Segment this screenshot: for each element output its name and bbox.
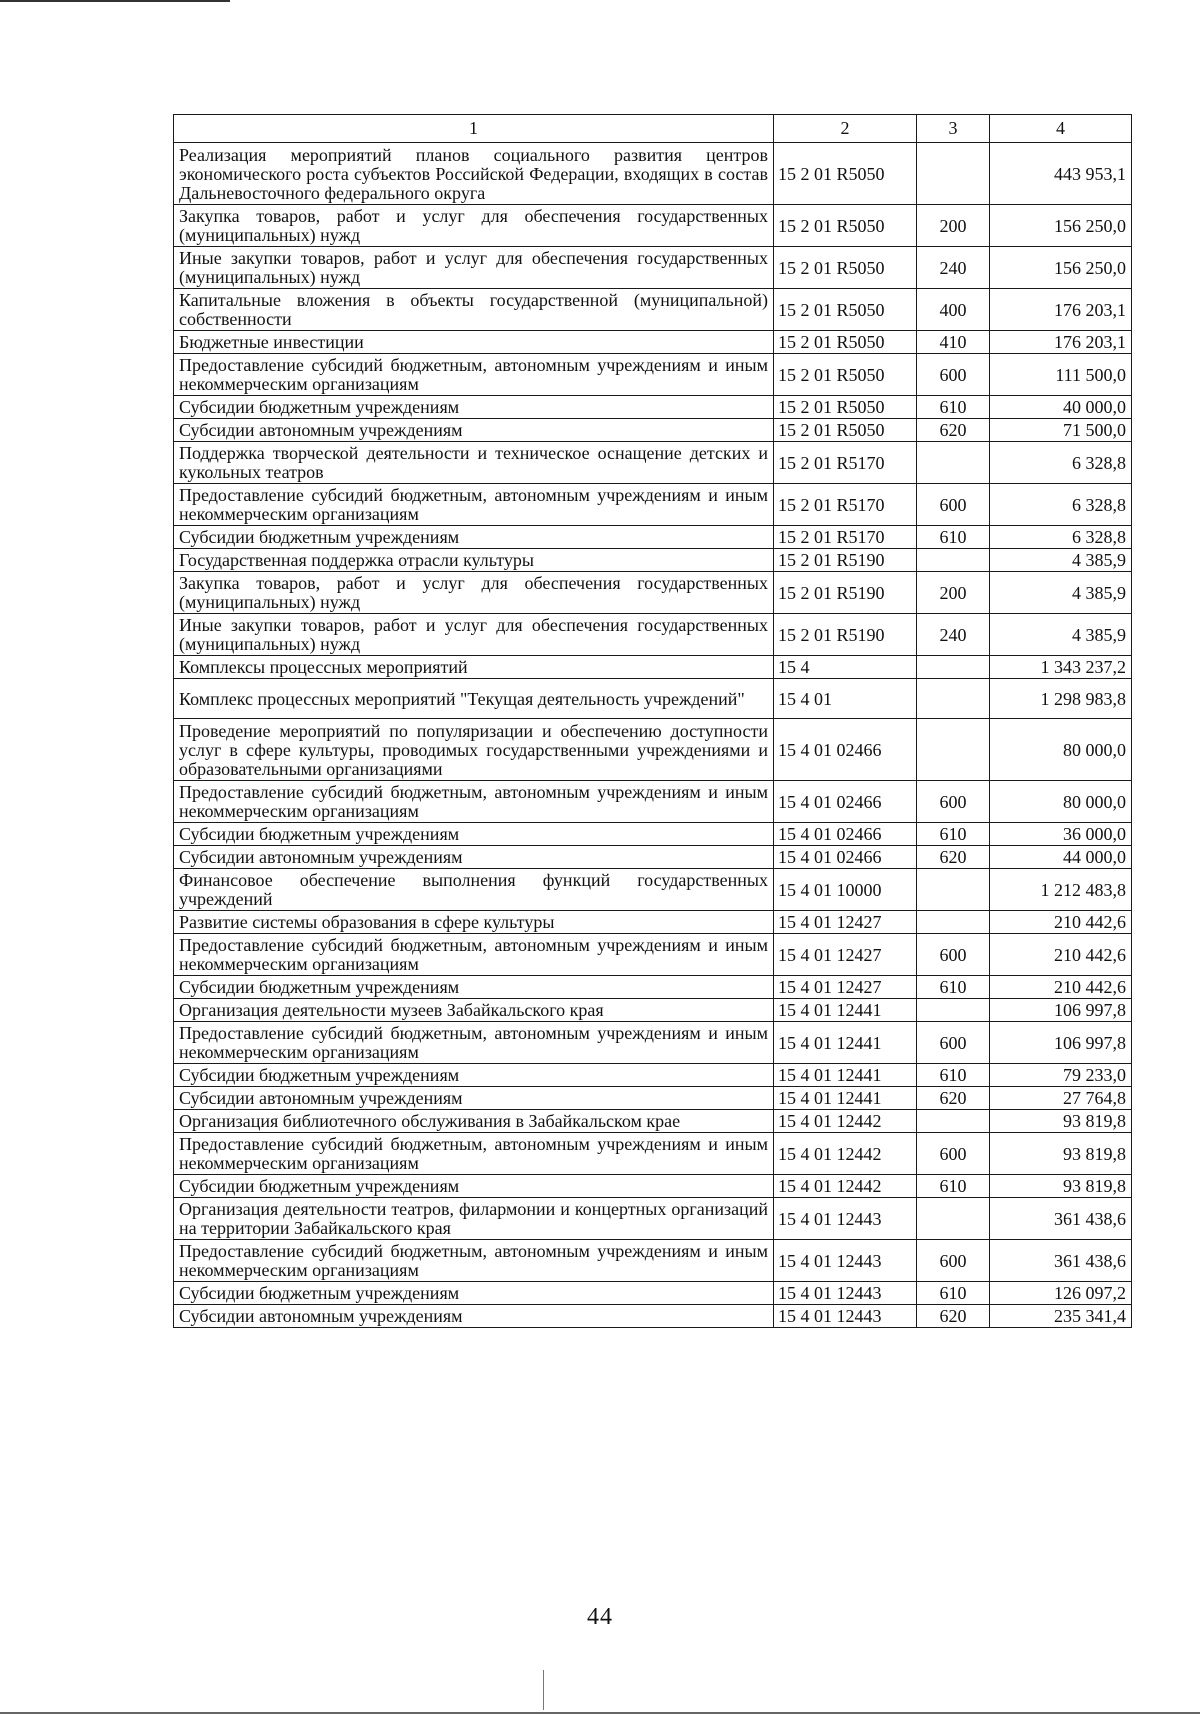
scan-mark-bottom xyxy=(0,1712,1200,1714)
table-row xyxy=(174,484,1132,526)
row-name-cell: Комплекс процессных мероприятий "Текущая деятельность учреждений" xyxy=(174,679,774,719)
row-expense-type-cell xyxy=(917,549,990,572)
row-code-cell: 15 4 01 12427 xyxy=(774,934,917,976)
row-code-cell: 15 2 01 R5050 xyxy=(774,205,917,247)
row-name-cell: Организация библиотечного обслуживания в Забайкальском крае xyxy=(174,1110,774,1133)
row-code-cell: 15 2 01 R5050 xyxy=(774,331,917,354)
row-amount-cell: 80 000,0 xyxy=(990,781,1132,823)
table-row xyxy=(174,247,1132,289)
row-amount-cell: 44 000,0 xyxy=(990,846,1132,869)
table-row xyxy=(174,1175,1132,1198)
table-row xyxy=(174,143,1132,205)
row-code-cell: 15 2 01 R5050 xyxy=(774,354,917,396)
row-expense-type-cell xyxy=(917,143,990,205)
row-code-cell: 15 2 01 R5190 xyxy=(774,614,917,656)
table-row xyxy=(174,526,1132,549)
row-name-cell: Реализация мероприятий планов социального развития центров экономического роста субъектов Российской Федерации, входящих в состав Дальневосточного федерального округа xyxy=(174,143,774,205)
row-code-cell: 15 4 01 12441 xyxy=(774,1022,917,1064)
header-row xyxy=(174,115,1132,143)
row-code-cell: 15 4 xyxy=(774,656,917,679)
row-name-cell: Субсидии автономным учреждениям xyxy=(174,1087,774,1110)
row-name-cell: Предоставление субсидий бюджетным, автономным учреждениям и иным некоммерческим организациям xyxy=(174,1022,774,1064)
table-row xyxy=(174,911,1132,934)
table-row xyxy=(174,614,1132,656)
row-expense-type-cell: 200 xyxy=(917,205,990,247)
row-expense-type-cell: 610 xyxy=(917,976,990,999)
row-amount-cell: 4 385,9 xyxy=(990,572,1132,614)
row-amount-cell: 1 212 483,8 xyxy=(990,869,1132,911)
row-expense-type-cell: 240 xyxy=(917,247,990,289)
row-name-cell: Субсидии автономным учреждениям xyxy=(174,419,774,442)
table-row xyxy=(174,1087,1132,1110)
row-amount-cell: 93 819,8 xyxy=(990,1133,1132,1175)
table-row xyxy=(174,396,1132,419)
row-name-cell: Субсидии бюджетным учреждениям xyxy=(174,396,774,419)
row-code-cell: 15 4 01 02466 xyxy=(774,846,917,869)
row-amount-cell: 235 341,4 xyxy=(990,1305,1132,1328)
row-amount-cell: 361 438,6 xyxy=(990,1198,1132,1240)
row-name-cell: Предоставление субсидий бюджетным, автономным учреждениям и иным некоммерческим организациям xyxy=(174,934,774,976)
table-row xyxy=(174,331,1132,354)
budget-table xyxy=(173,114,1132,1328)
row-expense-type-cell xyxy=(917,869,990,911)
row-amount-cell: 36 000,0 xyxy=(990,823,1132,846)
row-expense-type-cell: 240 xyxy=(917,614,990,656)
table-row xyxy=(174,679,1132,719)
row-expense-type-cell: 620 xyxy=(917,419,990,442)
row-expense-type-cell: 620 xyxy=(917,1087,990,1110)
row-expense-type-cell: 600 xyxy=(917,934,990,976)
row-name-cell: Субсидии бюджетным учреждениям xyxy=(174,526,774,549)
row-amount-cell: 210 442,6 xyxy=(990,934,1132,976)
row-name-cell: Субсидии бюджетным учреждениям xyxy=(174,1175,774,1198)
table-row xyxy=(174,1198,1132,1240)
row-name-cell: Государственная поддержка отрасли культуры xyxy=(174,549,774,572)
row-expense-type-cell: 610 xyxy=(917,396,990,419)
row-code-cell: 15 4 01 02466 xyxy=(774,719,917,781)
row-name-cell: Предоставление субсидий бюджетным, автономным учреждениям и иным некоммерческим организациям xyxy=(174,354,774,396)
row-code-cell: 15 4 01 12442 xyxy=(774,1110,917,1133)
row-amount-cell: 106 997,8 xyxy=(990,1022,1132,1064)
row-code-cell: 15 4 01 12442 xyxy=(774,1133,917,1175)
row-code-cell: 15 2 01 R5170 xyxy=(774,526,917,549)
row-expense-type-cell: 620 xyxy=(917,1305,990,1328)
row-amount-cell: 443 953,1 xyxy=(990,143,1132,205)
table-row xyxy=(174,289,1132,331)
table-row xyxy=(174,781,1132,823)
row-amount-cell: 210 442,6 xyxy=(990,976,1132,999)
table-body xyxy=(174,143,1132,1328)
column-header-name: 1 xyxy=(174,115,774,143)
row-name-cell: Предоставление субсидий бюджетным, автономным учреждениям и иным некоммерческим организациям xyxy=(174,781,774,823)
row-name-cell: Развитие системы образования в сфере культуры xyxy=(174,911,774,934)
table-row xyxy=(174,976,1132,999)
row-code-cell: 15 4 01 12441 xyxy=(774,1064,917,1087)
row-expense-type-cell xyxy=(917,679,990,719)
table-row xyxy=(174,1240,1132,1282)
row-expense-type-cell: 410 xyxy=(917,331,990,354)
row-name-cell: Субсидии бюджетным учреждениям xyxy=(174,1064,774,1087)
row-amount-cell: 6 328,8 xyxy=(990,442,1132,484)
row-name-cell: Предоставление субсидий бюджетным, автономным учреждениям и иным некоммерческим организациям xyxy=(174,1240,774,1282)
row-code-cell: 15 2 01 R5050 xyxy=(774,289,917,331)
row-amount-cell: 111 500,0 xyxy=(990,354,1132,396)
row-code-cell: 15 4 01 12443 xyxy=(774,1240,917,1282)
row-expense-type-cell xyxy=(917,442,990,484)
row-name-cell: Субсидии бюджетным учреждениям xyxy=(174,823,774,846)
row-code-cell: 15 4 01 12443 xyxy=(774,1198,917,1240)
row-expense-type-cell: 600 xyxy=(917,781,990,823)
row-amount-cell: 106 997,8 xyxy=(990,999,1132,1022)
row-code-cell: 15 2 01 R5190 xyxy=(774,549,917,572)
column-header-expense-type: 3 xyxy=(917,115,990,143)
row-name-cell: Комплексы процессных мероприятий xyxy=(174,656,774,679)
row-name-cell: Закупка товаров, работ и услуг для обеспечения государственных (муниципальных) нужд xyxy=(174,205,774,247)
row-code-cell: 15 4 01 12443 xyxy=(774,1305,917,1328)
row-amount-cell: 1 343 237,2 xyxy=(990,656,1132,679)
row-name-cell: Предоставление субсидий бюджетным, автономным учреждениям и иным некоммерческим организациям xyxy=(174,484,774,526)
table-row xyxy=(174,354,1132,396)
row-code-cell: 15 2 01 R5050 xyxy=(774,419,917,442)
row-expense-type-cell: 610 xyxy=(917,1175,990,1198)
row-expense-type-cell: 200 xyxy=(917,572,990,614)
scan-mark-top xyxy=(0,0,230,2)
row-amount-cell: 176 203,1 xyxy=(990,331,1132,354)
row-code-cell: 15 4 01 12442 xyxy=(774,1175,917,1198)
row-expense-type-cell: 600 xyxy=(917,354,990,396)
row-name-cell: Субсидии автономным учреждениям xyxy=(174,1305,774,1328)
row-code-cell: 15 2 01 R5050 xyxy=(774,143,917,205)
row-expense-type-cell: 600 xyxy=(917,1240,990,1282)
row-amount-cell: 4 385,9 xyxy=(990,614,1132,656)
row-name-cell: Иные закупки товаров, работ и услуг для обеспечения государственных (муниципальных) нужд xyxy=(174,247,774,289)
row-expense-type-cell: 600 xyxy=(917,1022,990,1064)
row-expense-type-cell: 600 xyxy=(917,484,990,526)
row-code-cell: 15 4 01 12441 xyxy=(774,999,917,1022)
table-row xyxy=(174,1064,1132,1087)
row-expense-type-cell: 610 xyxy=(917,823,990,846)
row-code-cell: 15 4 01 12443 xyxy=(774,1282,917,1305)
table-row xyxy=(174,869,1132,911)
row-name-cell: Организация деятельности театров, филармонии и концертных организаций на территории Забайкальского края xyxy=(174,1198,774,1240)
row-amount-cell: 156 250,0 xyxy=(990,247,1132,289)
row-amount-cell: 210 442,6 xyxy=(990,911,1132,934)
table-row xyxy=(174,823,1132,846)
row-amount-cell: 126 097,2 xyxy=(990,1282,1132,1305)
row-amount-cell: 40 000,0 xyxy=(990,396,1132,419)
row-code-cell: 15 4 01 02466 xyxy=(774,823,917,846)
row-expense-type-cell: 620 xyxy=(917,846,990,869)
row-code-cell: 15 4 01 10000 xyxy=(774,869,917,911)
row-code-cell: 15 4 01 12427 xyxy=(774,976,917,999)
row-amount-cell: 176 203,1 xyxy=(990,289,1132,331)
row-code-cell: 15 2 01 R5190 xyxy=(774,572,917,614)
row-name-cell: Поддержка творческой деятельности и техническое оснащение детских и кукольных театров xyxy=(174,442,774,484)
row-amount-cell: 71 500,0 xyxy=(990,419,1132,442)
table-row xyxy=(174,1305,1132,1328)
row-code-cell: 15 4 01 12441 xyxy=(774,1087,917,1110)
row-amount-cell: 93 819,8 xyxy=(990,1175,1132,1198)
row-name-cell: Субсидии бюджетным учреждениям xyxy=(174,976,774,999)
table-row xyxy=(174,999,1132,1022)
table-row xyxy=(174,656,1132,679)
row-amount-cell: 1 298 983,8 xyxy=(990,679,1132,719)
row-code-cell: 15 2 01 R5050 xyxy=(774,247,917,289)
table-row xyxy=(174,1282,1132,1305)
row-expense-type-cell xyxy=(917,1110,990,1133)
table-row xyxy=(174,846,1132,869)
row-code-cell: 15 2 01 R5050 xyxy=(774,396,917,419)
row-name-cell: Иные закупки товаров, работ и услуг для обеспечения государственных (муниципальных) нужд xyxy=(174,614,774,656)
page-number: 44 xyxy=(587,1604,613,1630)
row-expense-type-cell xyxy=(917,1198,990,1240)
row-name-cell: Капитальные вложения в объекты государственной (муниципальной) собственности xyxy=(174,289,774,331)
row-code-cell: 15 4 01 12427 xyxy=(774,911,917,934)
row-name-cell: Предоставление субсидий бюджетным, автономным учреждениям и иным некоммерческим организациям xyxy=(174,1133,774,1175)
row-amount-cell: 27 764,8 xyxy=(990,1087,1132,1110)
row-expense-type-cell: 400 xyxy=(917,289,990,331)
row-amount-cell: 361 438,6 xyxy=(990,1240,1132,1282)
column-header-code: 2 xyxy=(774,115,917,143)
row-code-cell: 15 4 01 02466 xyxy=(774,781,917,823)
table-row xyxy=(174,719,1132,781)
row-code-cell: 15 2 01 R5170 xyxy=(774,442,917,484)
row-code-cell: 15 2 01 R5170 xyxy=(774,484,917,526)
table-row xyxy=(174,442,1132,484)
row-expense-type-cell xyxy=(917,911,990,934)
table-row xyxy=(174,1022,1132,1064)
row-amount-cell: 6 328,8 xyxy=(990,526,1132,549)
table-row xyxy=(174,934,1132,976)
table-row xyxy=(174,572,1132,614)
row-name-cell: Финансовое обеспечение выполнения функций государственных учреждений xyxy=(174,869,774,911)
table-row xyxy=(174,205,1132,247)
row-expense-type-cell: 600 xyxy=(917,1133,990,1175)
row-expense-type-cell: 610 xyxy=(917,1064,990,1087)
row-amount-cell: 4 385,9 xyxy=(990,549,1132,572)
row-name-cell: Субсидии бюджетным учреждениям xyxy=(174,1282,774,1305)
row-expense-type-cell xyxy=(917,999,990,1022)
row-expense-type-cell xyxy=(917,656,990,679)
table-row xyxy=(174,419,1132,442)
row-name-cell: Бюджетные инвестиции xyxy=(174,331,774,354)
table-row xyxy=(174,549,1132,572)
table-header xyxy=(174,115,1132,143)
row-code-cell: 15 4 01 xyxy=(774,679,917,719)
scan-mark-vertical xyxy=(543,1670,544,1710)
row-amount-cell: 93 819,8 xyxy=(990,1110,1132,1133)
row-name-cell: Закупка товаров, работ и услуг для обеспечения государственных (муниципальных) нужд xyxy=(174,572,774,614)
row-amount-cell: 6 328,8 xyxy=(990,484,1132,526)
column-header-amount: 4 xyxy=(990,115,1132,143)
row-name-cell: Организация деятельности музеев Забайкальского края xyxy=(174,999,774,1022)
table-row xyxy=(174,1133,1132,1175)
row-expense-type-cell xyxy=(917,719,990,781)
row-amount-cell: 79 233,0 xyxy=(990,1064,1132,1087)
row-name-cell: Проведение мероприятий по популяризации и обеспечению доступности услуг в сфере культуры, проводимых государственными учреждениями и образовательными организациями xyxy=(174,719,774,781)
row-expense-type-cell: 610 xyxy=(917,1282,990,1305)
row-expense-type-cell: 610 xyxy=(917,526,990,549)
row-name-cell: Субсидии автономным учреждениям xyxy=(174,846,774,869)
table-row xyxy=(174,1110,1132,1133)
row-amount-cell: 80 000,0 xyxy=(990,719,1132,781)
row-amount-cell: 156 250,0 xyxy=(990,205,1132,247)
